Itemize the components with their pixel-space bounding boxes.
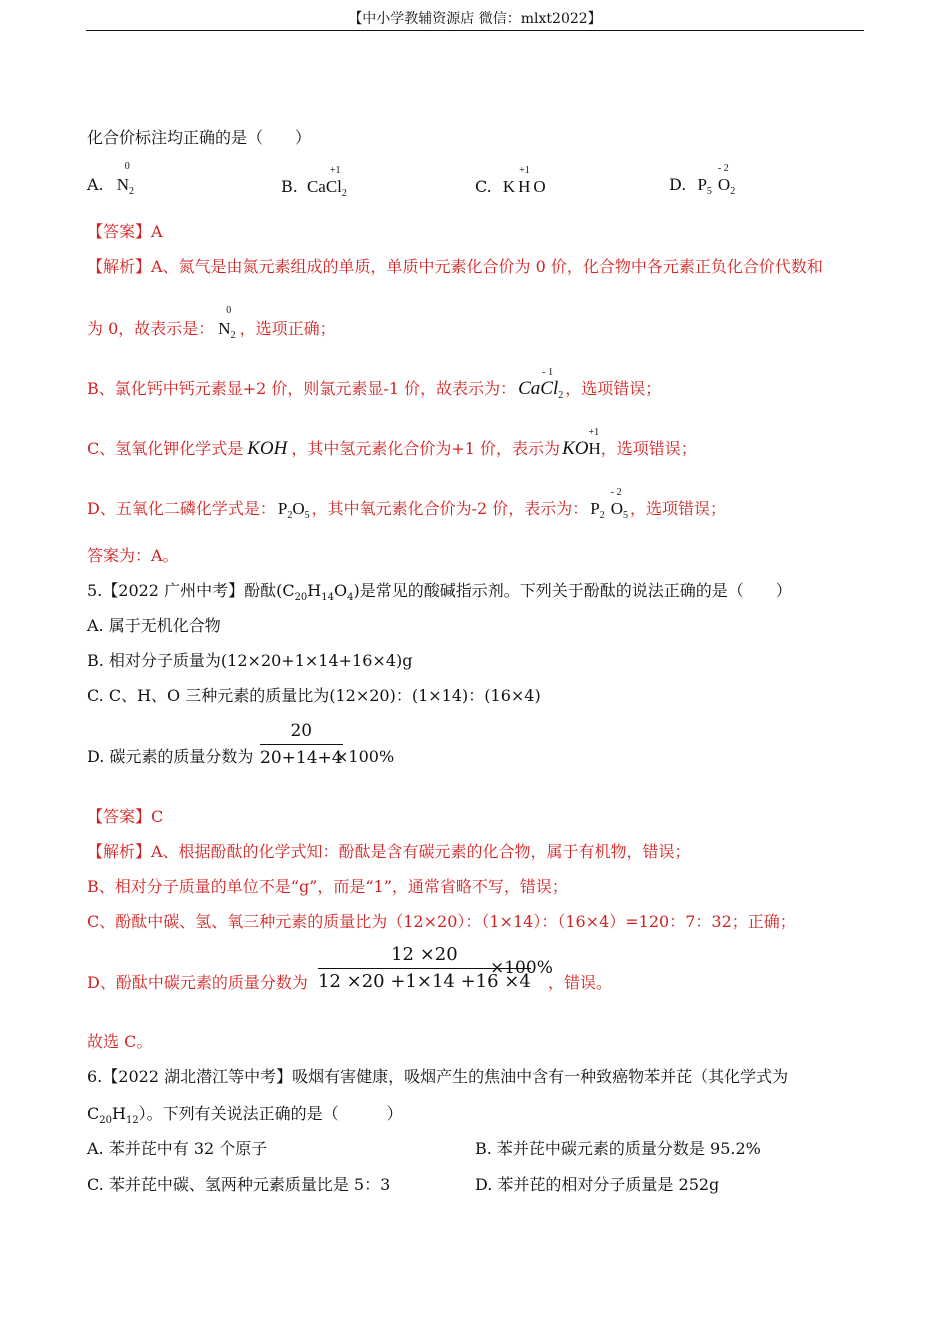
q5-analysis-d-percent: ×100% <box>490 958 553 978</box>
valence-mark: 0 <box>124 161 130 172</box>
subscript: 20 <box>99 1115 112 1126</box>
analysis-text: ，其中氢元素化合价为+1 价，表示为 <box>291 439 561 458</box>
q4-option-c <box>475 165 549 198</box>
q5-option-b: B. 相对分子质量为(12×20+1×14+16×4)g <box>87 651 413 670</box>
analysis-text: ，其中氧元素化合价为-2 价，表示为： <box>311 499 589 518</box>
subscript: 20 <box>294 592 308 603</box>
q5-option-a: A. 属于无机化合物 <box>87 616 221 635</box>
element-symbol: Cl <box>325 177 342 196</box>
subscript: 4 <box>347 592 354 603</box>
option-label: B. <box>281 177 298 196</box>
subscript: 2 <box>129 186 135 197</box>
valence-mark: - 1 <box>542 367 554 378</box>
subscript: 2 <box>730 186 736 197</box>
q4-option-d <box>669 163 736 203</box>
q6-stem-line2 <box>87 1103 403 1132</box>
q6-option-c: C. 苯并芘中碳、氢两种元素质量比是 5：3 <box>87 1175 391 1194</box>
analysis-text: D、五氧化二磷化学式是： <box>87 499 276 518</box>
subscript: 5 <box>706 186 712 197</box>
fraction-denominator: 12 ×20 +1×14 +16 ×4 <box>318 971 531 992</box>
element-symbol: C <box>87 1104 100 1123</box>
element-symbol: P <box>590 499 600 518</box>
element-symbol: P <box>697 175 707 194</box>
q6-stem-line1: 6.【2022 湖北潜江等中考】吸烟有害健康，吸烟产生的焦油中含有一种致癌物苯并芘（其化学式为 <box>87 1067 789 1086</box>
element-symbol: H <box>111 1104 126 1123</box>
q5-analysis-d-tail: ，错误。 <box>548 973 613 992</box>
q5-analysis-a: 【解析】A、根据酚酞的化学式知：酚酞是含有碳元素的化合物，属于有机物，错误； <box>87 842 691 861</box>
analysis-text: ，选项错误； <box>600 439 697 458</box>
element-symbol: O <box>292 499 305 518</box>
analysis-text: ，选项正确； <box>239 319 336 338</box>
chem-formula <box>278 498 310 527</box>
subscript: 14 <box>321 592 334 603</box>
subscript: 5 <box>304 510 310 521</box>
q5-stem <box>87 580 792 609</box>
option-text: D. 碳元素的质量分数为 <box>87 747 254 766</box>
q4-analysis-c <box>87 427 697 460</box>
q5-analysis-d: D、酚酞中碳元素的质量分数为 <box>87 973 308 992</box>
q5-analysis-b: B、相对分子质量的单位不是“g”，而是“1”，通常省略不写，错误； <box>87 877 568 896</box>
q6-option-d: D. 苯并芘的相对分子质量是 252g <box>475 1175 720 1194</box>
chem-formula: KOH <box>247 438 288 459</box>
analysis-text: C、氢氧化钾化学式是 <box>87 439 244 458</box>
chem-formula <box>590 487 629 527</box>
element-symbol: O <box>717 175 731 194</box>
subscript: 2 <box>230 330 236 341</box>
element-symbol: K <box>502 177 519 196</box>
element-symbol: Cl <box>540 378 559 399</box>
page-header: 【中小学教辅资源店 微信：mlxt2022】 <box>86 8 864 31</box>
q4-analysis-b <box>87 367 662 407</box>
subscript: 2 <box>558 390 564 401</box>
chem-formula <box>502 165 549 198</box>
element-symbol: O <box>533 177 549 196</box>
analysis-text: ，选项错误； <box>565 379 662 398</box>
valence-mark: 0 <box>226 305 232 316</box>
q4-option-b <box>281 165 347 205</box>
element-symbol: H <box>307 581 322 600</box>
analysis-text: 为 0，故表示是： <box>87 319 215 338</box>
q5-option-d <box>87 746 253 768</box>
q5-analysis-c: C、酚酞中碳、氢、氧三种元素的质量比为（12×20）：（1×14）：（16×4）=120：7：32；正确； <box>87 912 796 931</box>
valence-mark: +1 <box>329 165 341 176</box>
option-label: C. <box>475 177 492 196</box>
valence-mark: +1 <box>519 165 530 176</box>
stem-text: 5.【2022 广州中考】酚酞(C <box>87 581 295 600</box>
valence-mark: +1 <box>588 427 600 438</box>
element-symbol: N <box>116 175 130 194</box>
element-symbol: H <box>588 439 601 458</box>
element-symbol: Ca <box>518 378 541 399</box>
element-symbol: P <box>277 499 288 518</box>
element-symbol: H <box>518 177 534 196</box>
q6-option-a: A. 苯并芘中有 32 个原子 <box>87 1139 268 1158</box>
chem-formula <box>116 161 135 203</box>
element-symbol: KO <box>562 438 589 459</box>
subscript: 2 <box>341 188 347 199</box>
element-symbol: Ca <box>306 177 326 196</box>
element-symbol: O <box>333 581 348 600</box>
element-symbol: N <box>218 319 231 338</box>
chem-formula <box>518 367 564 407</box>
fraction-numerator: 20 <box>260 720 343 745</box>
stem-text: ）。下列有关说法正确的是（ ） <box>138 1104 403 1123</box>
q4-option-a <box>87 161 135 203</box>
subscript: 12 <box>125 1115 139 1126</box>
q4-stem: 化合价标注均正确的是（ ） <box>87 128 312 147</box>
subscript: 5 <box>623 510 629 521</box>
valence-mark: - 2 <box>610 487 622 498</box>
option-label: A. <box>87 175 104 194</box>
q5-answer: 【答案】C <box>87 807 164 826</box>
chem-formula <box>562 427 601 460</box>
element-symbol: O <box>610 499 624 518</box>
q4-final-answer: 答案为：A。 <box>87 546 179 565</box>
q4-analysis-a2 <box>87 305 336 347</box>
q4-analysis-a1: 【解析】A、氮气是由氮元素组成的单质，单质中元素化合价为 0 价，化合物中各元素正负化合价代数和 <box>87 257 823 276</box>
fraction-numerator: 12 ×20 <box>318 944 531 969</box>
subscript: 2 <box>599 510 605 521</box>
valence-mark: - 2 <box>717 163 729 174</box>
q6-option-b: B. 苯并芘中碳元素的质量分数是 95.2% <box>475 1139 761 1158</box>
stem-text: )是常见的酸碱指示剂。下列关于酚酞的说法正确的是（ ） <box>353 581 792 600</box>
q4-answer: 【答案】A <box>87 222 163 241</box>
q5-final-answer: 故选 C。 <box>87 1032 153 1051</box>
chem-formula <box>697 163 736 203</box>
q5-option-d-percent: ×100% <box>335 747 395 766</box>
q4-analysis-d <box>87 487 727 527</box>
chem-formula <box>218 305 236 347</box>
fraction-denominator: 20+14+4 <box>260 748 343 768</box>
q5-option-c: C. C、H、O 三种元素的质量比为(12×20)：(1×14)：(16×4) <box>87 686 541 705</box>
analysis-text: B、氯化钙中钙元素显+2 价，则氯元素显-1 价，故表示为： <box>87 379 517 398</box>
q5-option-d-fraction <box>260 720 343 769</box>
analysis-text: ，选项错误； <box>630 499 727 518</box>
subscript: 2 <box>287 510 293 521</box>
option-label: D. <box>669 175 687 194</box>
chem-formula <box>306 165 347 205</box>
